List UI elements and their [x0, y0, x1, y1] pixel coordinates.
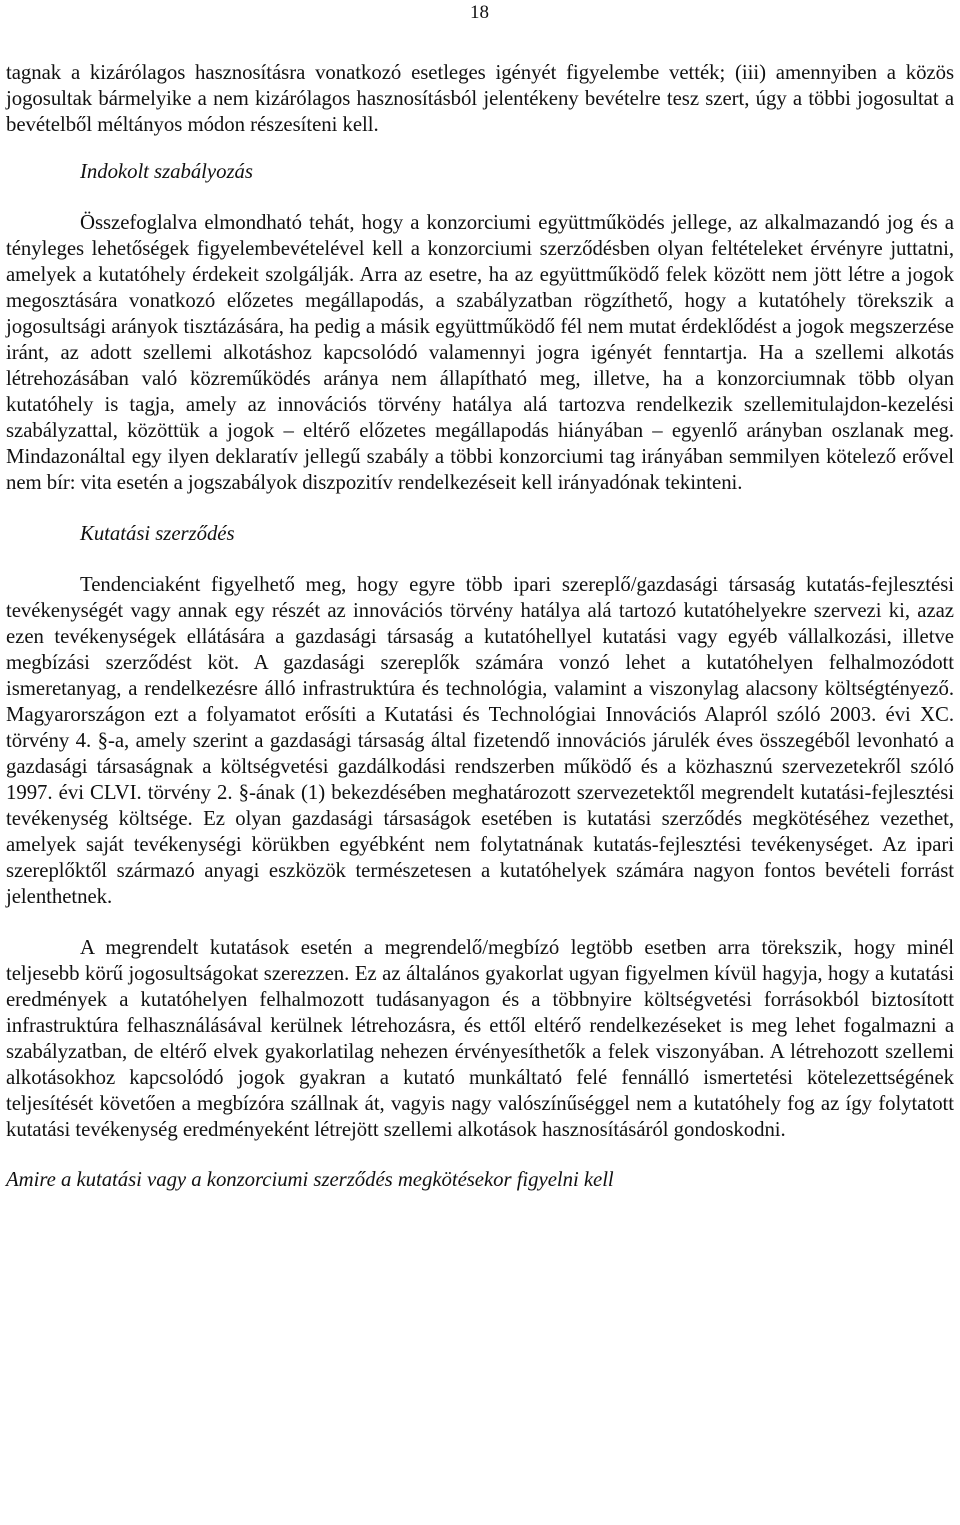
document-body: [6, 60, 954, 1193]
paragraph-megrendelt: A megrendelt kutatások esetén a megrendelő/megbízó legtöbb esetben arra törekszik, hogy minél teljesebb körű jogosultságokat szerezzen. Ez az általános gyakorlat ugyan figyelmen kívül hagyja, hogy a kutatási eredmények a kutatóhelyen felhalmozott tudásanyagon és a többnyire költségvetési forrásokból biztosított infrastruktúra felhasználásával kerülnek létrehozásra, és ettől eltérő rendelkezéseket is meg lehet fogalmazni a szabályzatban, de eltérő elvek gyakorlatilag nehezen érvényesíthetők a felek viszonyában. A létrehozott szellemi alkotásokhoz kapcsolódó jogok gyakran a kutató munkáltató felé fennálló ismertetési kötelezettségének teljesítését követően a megbízóra szállnak át, vagyis nagy valószínűséggel nem a kutatóhely fog az így folytatott kutatási tevékenység eredményeként létrejött szellemi alkotások hasznosításáról gondoskodni.: [6, 936, 954, 1141]
spacer: [6, 1143, 954, 1167]
heading-kutatasi-szerzodes: Kutatási szerződés: [80, 522, 235, 545]
spacer: [6, 496, 954, 521]
heading-amire-figyelni-kell: Amire a kutatási vagy a konzorciumi szerződés megkötésekor figyelni kell: [6, 1168, 614, 1191]
heading-indokolt-szabalyozas: Indokolt szabályozás: [80, 160, 253, 183]
spacer: [6, 547, 954, 572]
spacer: [6, 185, 954, 210]
paragraph-osszefoglalva: Összefoglalva elmondható tehát, hogy a konzorciumi együttműködés jellege, az alkalmazandó jog és a tényleges lehetőségek figyelembevételével kell a konzorciumi szerződésben olyan feltételeket érvényre juttatni, amelyek a kutatóhely érdekeit szolgálják. Arra az esetre, ha az együttműködő felek között nem jött létre a jogok megosztására vonatkozó előzetes megállapodás, a szabályzatban rögzíthető, hogy a kutatóhely törekszik a jogosultsági arányok tisztázására, ha pedig a másik együttműködő fél nem mutat érdeklődést a jogok megszerzése iránt, az adott szellemi alkotáshoz kapcsolódó valamennyi jogra igényét fenntartja. Ha a szellemi alkotás létrehozásában való közreműködés aránya nem állapítható meg, illetve, ha a konzorciumnak több olyan kutatóhely is tagja, amely az innovációs törvény hatálya alá tartozva rendelkezik szellemitulajdon-kezelési szabályzattal, közöttük a jogok – eltérő előzetes megállapodás hiányában – egyenlő arányban oszlanak meg. Mindazonáltal egy ilyen deklaratív jellegű szabály a többi konzorciumi tag irányában semmilyen kötelező erővel nem bír: vita esetén a jogszabályok diszpozitív rendelkezéseit kell irányadónak tekinteni.: [6, 211, 954, 494]
spacer: [6, 910, 954, 935]
page-number: 18: [470, 2, 489, 23]
paragraph-tendenciakent: Tendenciaként figyelhető meg, hogy egyre több ipari szereplő/gazdasági társaság kutatás-fejlesztési tevékenységét vagy annak egy részét az innovációs törvény hatálya alá tartozó kutatóhelyekre szervezi ki, azaz ezen tevékenységek ellátására a gazdasági társaság a kutatóhellyel kutatási vagy egyéb vállalkozási, illetve megbízási szerződést köt. A gazdasági szereplők számára vonzó lehet a kutatóhelyen felhalmozódott ismeretanyag, a rendelkezésre álló infrastruktúra és technológia, valamint a viszonylag alacsony költségtényező. Magyarországon ezt a folyamatot erősíti a Kutatási és Technológiai Innovációs Alapról szóló 2003. évi XC. törvény 4. §-a, amely szerint a gazdasági társaság által fizetendő innovációs járulék éves összegéből levonható a gazdasági társaságnak a költségvetési gazdálkodási rendszerben működő és a közhasznú szervezetekről szóló 1997. évi CLVI. törvény 2. §-ának (1) bekezdésében meghatározott szervezetektől megrendelt kutatási-fejlesztési tevékenység költsége. Ez olyan gazdasági társaságok esetében is kutatási szerződés megkötéséhez vezethet, amelyek saját tevékenységi körükben egyébként nem folytatnának kutatás-fejlesztési tevékenységet. Az ipari szereplőktől származó anyagi eszközök természetesen a kutatóhelyek számára nagyon fontos bevételi forrást jelenthetnek.: [6, 573, 954, 908]
intro-paragraph: tagnak a kizárólagos hasznosításra vonatkozó esetleges igényét figyelembe vették; (iii) amennyiben a közös jogosultak bármelyike a nem kizárólagos hasznosításból jelentékeny bevételre tesz szert, úgy a többi jogosultat a bevételből méltányos módon részesíteni kell.: [6, 61, 954, 136]
spacer: [6, 138, 954, 159]
